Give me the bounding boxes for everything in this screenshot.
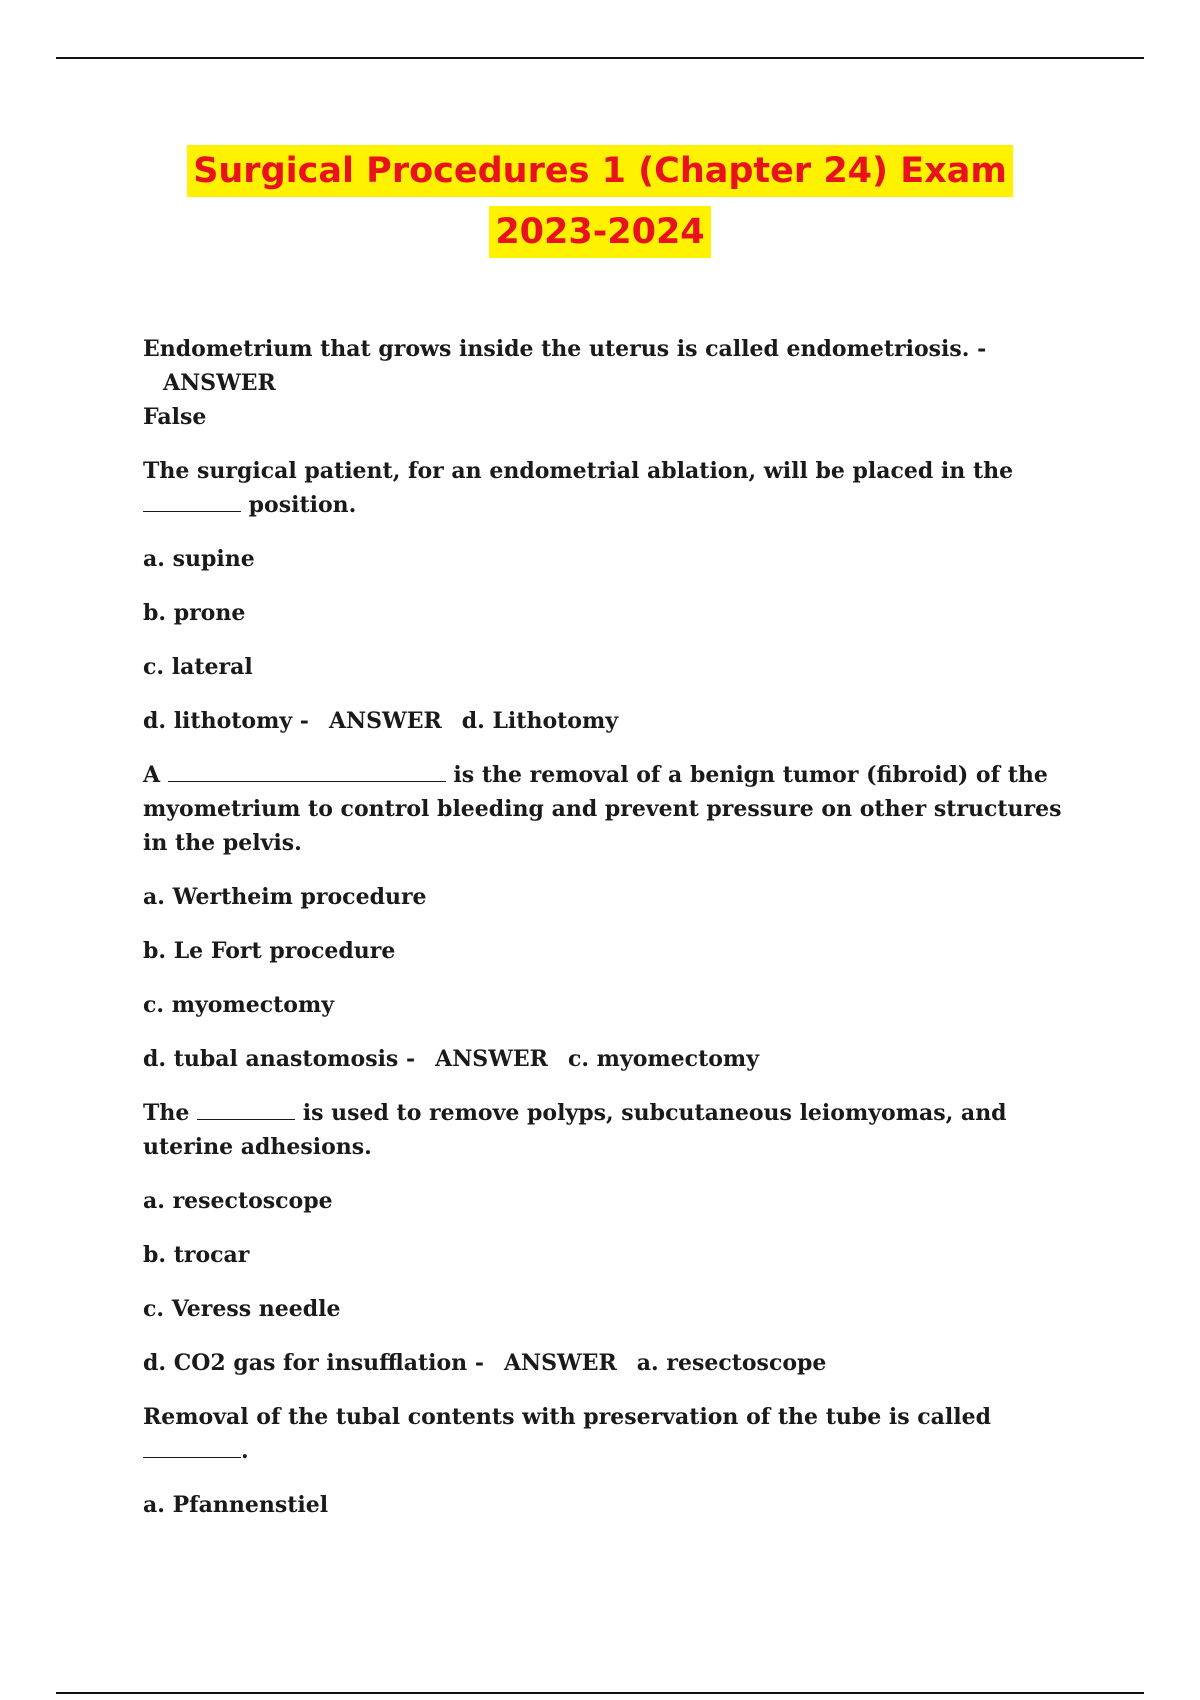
answer-label: ANSWER xyxy=(435,1046,548,1072)
option-with-answer xyxy=(143,1346,1088,1380)
question-text: The surgical patient, for an endometrial ablation, will be placed in the xyxy=(143,458,1014,484)
title-line-2: 2023-2024 xyxy=(489,206,710,258)
answer-value: a. resectoscope xyxy=(636,1350,827,1376)
answer-label: ANSWER xyxy=(503,1350,617,1376)
option: d. tubal anastomosis - xyxy=(143,1046,416,1072)
question-4 xyxy=(143,1096,1088,1164)
question-text-continued: is the removal of a benign tumor (fibroid) of the myometrium to control bleeding and prevent pressure on other structures in the pelvis. xyxy=(143,762,1062,856)
question-text: A xyxy=(143,762,161,788)
title-line-1: Surgical Procedures 1 (Chapter 24) Exam xyxy=(187,145,1013,197)
question-text: Endometrium that grows inside the uterus is called endometriosis. - xyxy=(143,336,987,362)
question-2 xyxy=(143,454,1088,522)
option: a. resectoscope xyxy=(143,1188,333,1214)
fill-in-blank xyxy=(143,1435,241,1458)
option: b. prone xyxy=(143,600,246,626)
question-5 xyxy=(143,1400,1088,1468)
option: a. Wertheim procedure xyxy=(143,884,427,910)
fill-in-blank xyxy=(197,1097,295,1120)
option: c. Veress needle xyxy=(143,1296,341,1322)
option: a. supine xyxy=(143,546,255,572)
answer-value: False xyxy=(143,404,207,430)
question-text-continued: . xyxy=(241,1438,249,1464)
question-3 xyxy=(143,758,1088,860)
option: b. Le Fort procedure xyxy=(143,938,396,964)
option: b. trocar xyxy=(143,1242,250,1268)
answer-value: c. myomectomy xyxy=(567,1046,759,1072)
question-text: The xyxy=(143,1100,190,1126)
option: d. lithotomy - xyxy=(143,708,309,734)
option: d. CO2 gas for insufflation - xyxy=(143,1350,484,1376)
footer-rule xyxy=(56,1692,1144,1694)
fill-in-blank xyxy=(143,489,241,512)
document-title xyxy=(0,142,1200,264)
question-text-continued: is used to remove polyps, subcutaneous leiomyomas, and uterine adhesions. xyxy=(143,1100,1007,1160)
answer-value: d. Lithotomy xyxy=(461,708,619,734)
option: c. lateral xyxy=(143,654,253,680)
option-with-answer xyxy=(143,1042,1088,1076)
question-list xyxy=(143,332,1088,1542)
answer-label: ANSWER xyxy=(163,370,276,396)
fill-in-blank xyxy=(168,759,446,782)
question-text: Removal of the tubal contents with preservation of the tube is called xyxy=(143,1404,992,1430)
option-with-answer xyxy=(143,704,1088,738)
header-rule xyxy=(56,57,1144,59)
question-1 xyxy=(143,332,1088,434)
answer-label: ANSWER xyxy=(328,708,442,734)
option: a. Pfannenstiel xyxy=(143,1492,329,1518)
question-text-continued: position. xyxy=(248,492,357,518)
option: c. myomectomy xyxy=(143,992,335,1018)
